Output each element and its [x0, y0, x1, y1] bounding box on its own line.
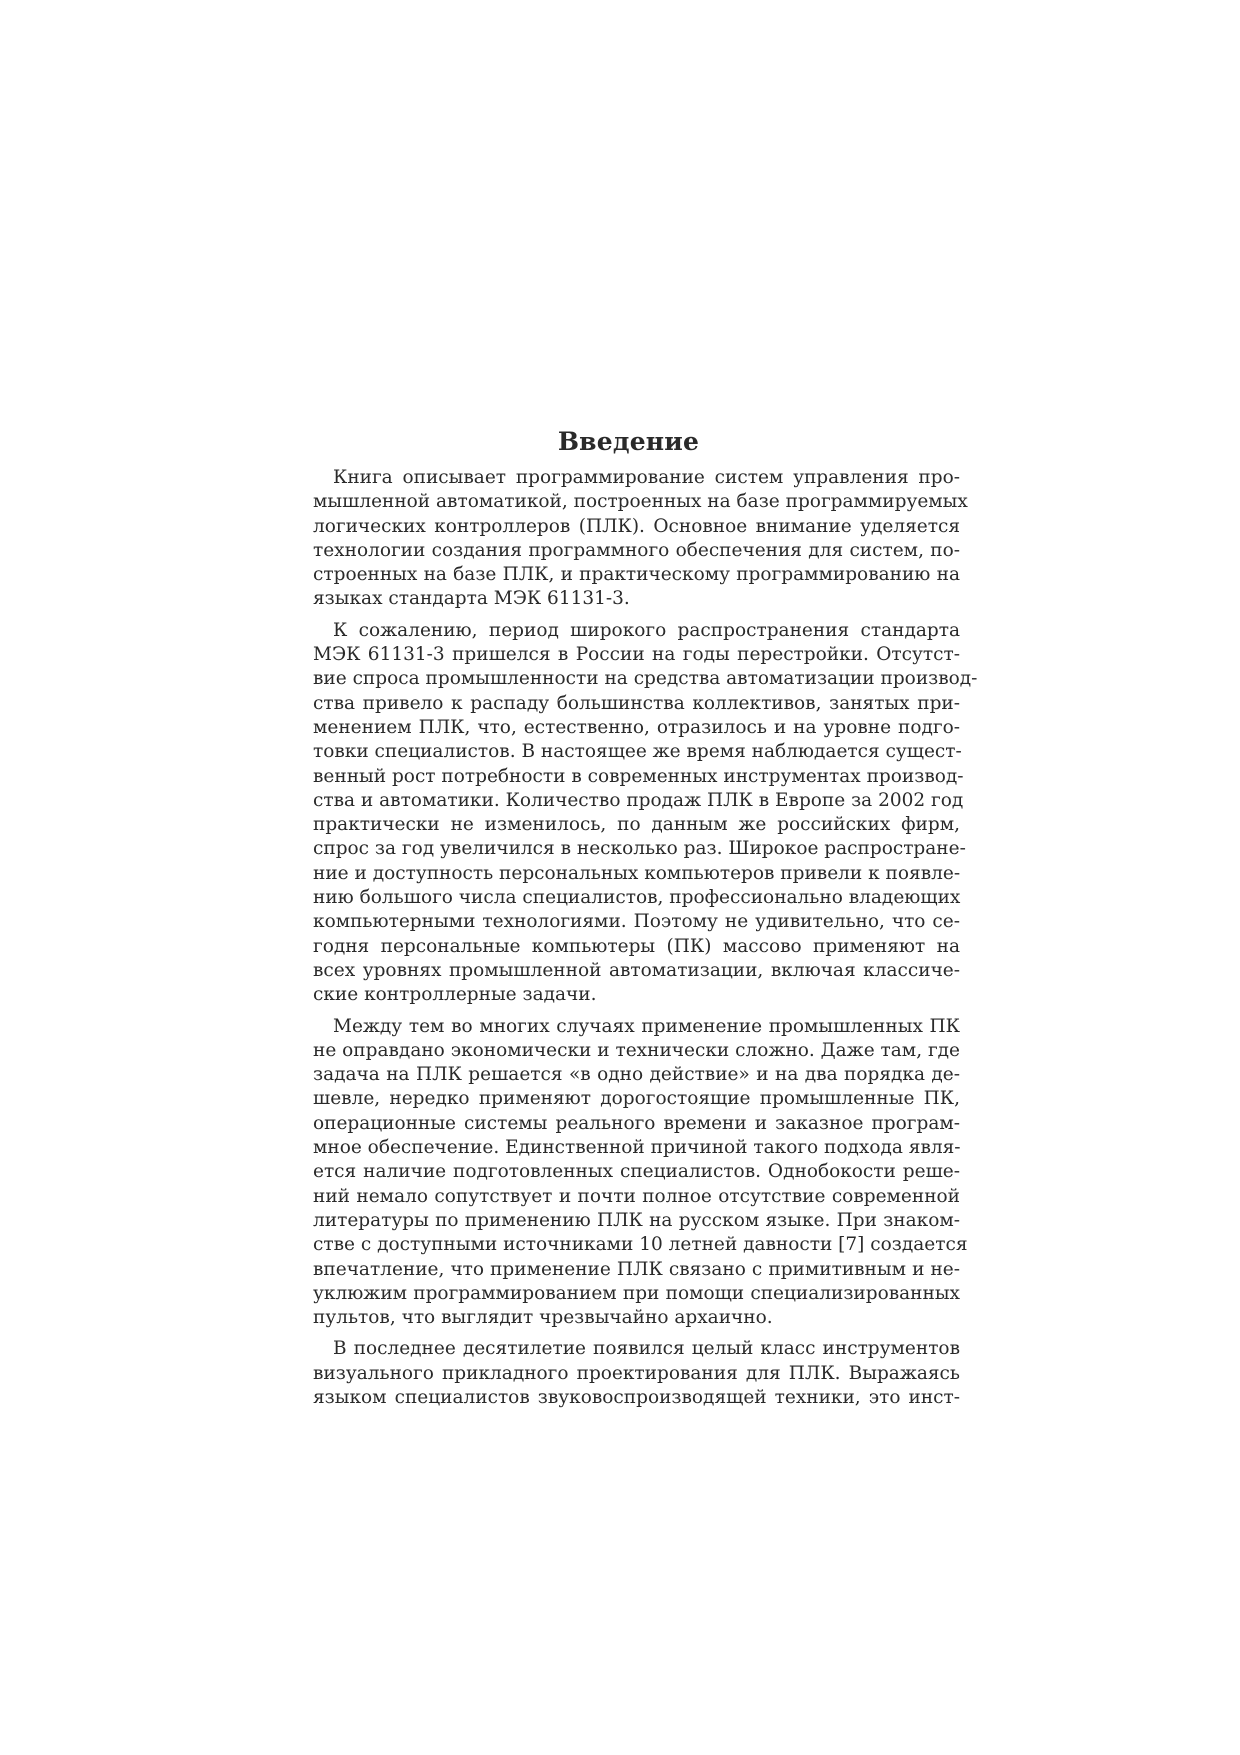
- page-title: Введение: [557, 427, 700, 456]
- text-line: языком специалистов звуковоспроизводящей техники, это инст-: [313, 1386, 960, 1408]
- text-line: языках стандарта МЭК 61131-3.: [313, 588, 630, 610]
- text-line: стве с доступными источниками 10 летней давности [7] создается: [313, 1234, 968, 1256]
- text-line: годня персональные компьютеры (ПК) массово применяют на: [313, 935, 960, 957]
- text-line: ется наличие подготовленных специалистов. Однобокости реше-: [313, 1161, 960, 1183]
- text-line: вие спроса промышленности на средства автоматизации производ-: [313, 668, 978, 690]
- text-line: мышленной автоматикой, построенных на базе программируемых: [313, 491, 968, 513]
- text-line: впечатление, что применение ПЛК связано с примитивным и не-: [313, 1258, 960, 1280]
- text-line: практически не изменилось, по данным же российских фирм,: [313, 814, 960, 836]
- text-line: всех уровнях промышленной автоматизации, включая классиче-: [313, 959, 960, 981]
- text-line: логических контроллеров (ПЛК). Основное внимание уделяется: [313, 515, 960, 537]
- text-line: уклюжим программированием при помощи специализированных: [313, 1282, 960, 1304]
- text-line: операционные системы реального времени и заказное програм-: [313, 1112, 960, 1134]
- text-line: ства привело к распаду большинства коллективов, занятых при-: [313, 692, 960, 714]
- text-line: ний немало сопутствует и почти полное отсутствие современной: [313, 1185, 960, 1207]
- text-line: визуального прикладного проектирования для ПЛК. Выражаясь: [313, 1362, 960, 1384]
- text-line: спрос за год увеличился в несколько раз. Широкое распростране-: [313, 838, 966, 860]
- text-line: товки специалистов. В настоящее же время наблюдается сущест-: [313, 741, 962, 763]
- text-line: менением ПЛК, что, естественно, отразилось и на уровне подго-: [313, 716, 960, 738]
- text-line: шевле, нередко применяют дорогостоящие промышленные ПК,: [313, 1088, 960, 1110]
- text-line: мное обеспечение. Единственной причиной такого подхода явля-: [313, 1137, 961, 1159]
- text-line: В последнее десятилетие появился целый класс инструментов: [333, 1338, 960, 1360]
- text-line: МЭК 61131-3 пришелся в России на годы перестройки. Отсутст-: [313, 644, 960, 666]
- paragraph-1: [297, 466, 968, 612]
- text-line: компьютерными технологиями. Поэтому не удивительно, что се-: [313, 911, 960, 933]
- paragraph-2: [297, 619, 978, 1008]
- text-line: ние и доступность персональных компьютеров привели к появле-: [313, 862, 961, 884]
- paragraph-4: [297, 1337, 960, 1410]
- text-line: технологии создания программного обеспечения для систем, по-: [313, 539, 960, 561]
- text-line: нию большого числа специалистов, профессионально владеющих: [313, 887, 961, 909]
- page-body: [297, 425, 978, 1417]
- text-line: литературы по применению ПЛК на русском языке. При знаком-: [313, 1209, 960, 1231]
- text-line: Между тем во многих случаях применение промышленных ПК: [333, 1015, 960, 1037]
- text-line: не оправдано экономически и технически сложно. Даже там, где: [313, 1039, 960, 1061]
- text-line: ства и автоматики. Количество продаж ПЛК в Европе за 2002 год: [313, 789, 964, 811]
- text-line: строенных на базе ПЛК, и практическому программированию на: [313, 564, 960, 586]
- paragraph-3: [297, 1015, 968, 1331]
- text-line: Книга описывает программирование систем управления про-: [333, 467, 960, 488]
- text-line: пультов, что выглядит чрезвычайно архаично.: [313, 1307, 773, 1329]
- text-line: К сожалению, период широкого распространения стандарта: [333, 619, 960, 641]
- text-line: венный рост потребности в современных инструментах производ-: [313, 765, 964, 787]
- text-line: задача на ПЛК решается «в одно действие» и на два порядка де-: [313, 1064, 960, 1086]
- text-line: ские контроллерные задачи.: [313, 984, 597, 1006]
